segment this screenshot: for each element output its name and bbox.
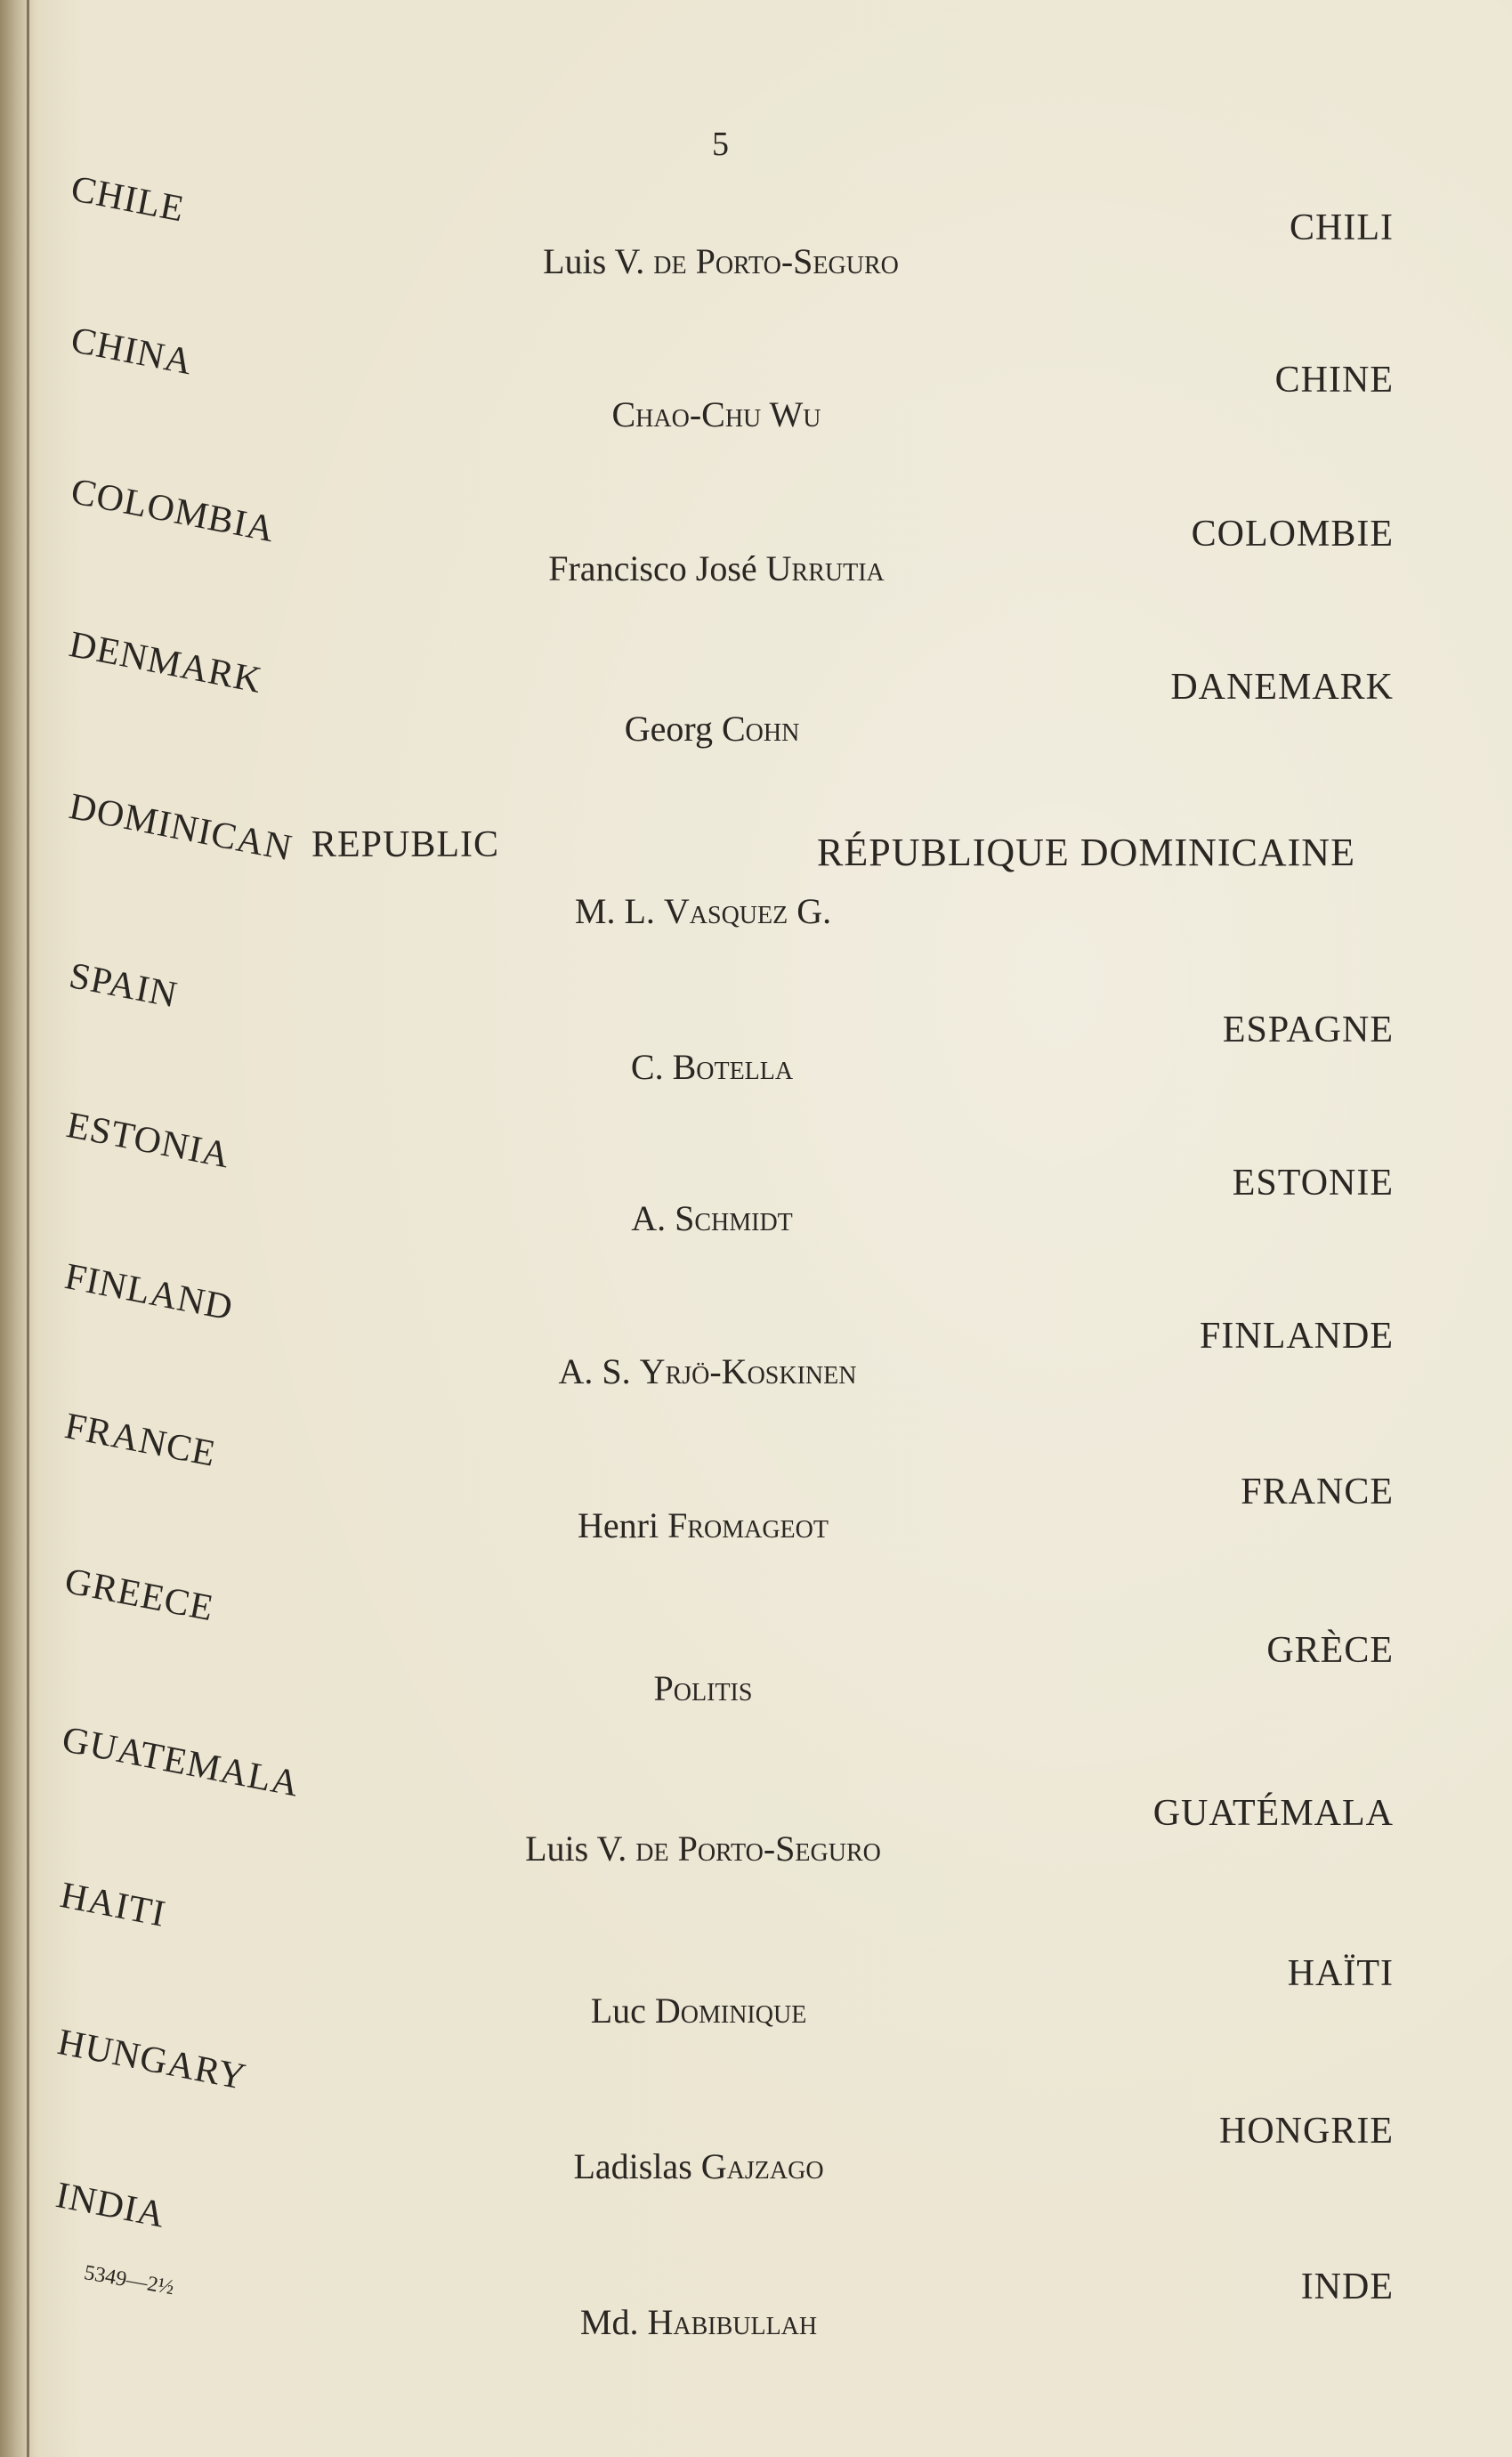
country-french-haiti: HAÏTI	[1287, 1953, 1394, 1994]
country-french-grece: GRÈCE	[1266, 1630, 1394, 1671]
country-french-danemark: DANEMARK	[1170, 667, 1394, 708]
delegate-finland: A. S. Yrjö-Koskinen	[558, 1351, 857, 1391]
country-french-colombie: COLOMBIE	[1191, 514, 1394, 555]
delegate-china: Chao-Chu Wu	[611, 394, 821, 434]
delegate-estonia: A. Schmidt	[631, 1198, 793, 1238]
country-french-hongrie: HONGRIE	[1219, 2111, 1394, 2152]
country-english-hungary: HUNGARY	[54, 2021, 250, 2099]
country-english-haiti: HAITI	[57, 1874, 169, 1935]
country-english-finland: FINLAND	[61, 1255, 237, 1329]
printer-footnote: 5349—2½	[82, 2261, 176, 2300]
delegate-hungary: Ladislas Gajzago	[573, 2146, 824, 2186]
country-english-chile: CHILE	[68, 167, 189, 231]
delegate-france: Henri Fromageot	[578, 1505, 829, 1545]
delegate-chile: Luis V. de Porto-Seguro	[543, 241, 899, 281]
country-english-guatemala: GUATEMALA	[59, 1718, 303, 1805]
delegate-spain: C. Botella	[630, 1047, 794, 1087]
country-english-estonia: ESTONIA	[63, 1104, 234, 1177]
page-number: 5	[712, 126, 729, 163]
country-english-france: FRANCE	[61, 1405, 220, 1475]
country-english-dominican: DOMINICAN	[66, 785, 296, 870]
country-french-finlande: FINLANDE	[1200, 1316, 1394, 1357]
country-english-denmark: DENMARK	[66, 623, 266, 701]
country-french-chili: CHILI	[1290, 207, 1394, 248]
delegate-guatemala: Luis V. de Porto-Seguro	[525, 1829, 881, 1869]
book-spine-shadow	[0, 0, 36, 2457]
delegate-greece: Politis	[653, 1668, 753, 1708]
country-english-india: INDIA	[53, 2174, 169, 2236]
book-gutter-line	[27, 0, 29, 2457]
country-french-france: FRANCE	[1241, 1472, 1394, 1512]
country-french-inde: INDE	[1300, 2266, 1394, 2307]
country-french-republique-dominicaine: RÉPUBLIQUE DOMINICAINE	[817, 831, 1355, 874]
delegate-india: Md. Habibullah	[579, 2302, 818, 2342]
country-french-estonie: ESTONIE	[1232, 1163, 1394, 1204]
country-english-republic: REPUBLIC	[311, 824, 500, 865]
country-french-guatemala: GUATÉMALA	[1152, 1793, 1394, 1834]
country-english-china: CHINA	[68, 319, 197, 384]
country-english-greece: GREECE	[61, 1560, 218, 1630]
country-french-chine: CHINE	[1274, 360, 1394, 401]
country-french-espagne: ESPAGNE	[1222, 1010, 1394, 1050]
delegate-denmark: Georg Cohn	[624, 709, 800, 749]
country-english-colombia: COLOMBIA	[68, 470, 279, 551]
delegate-dominican-republic: M. L. Vasquez G.	[574, 891, 832, 931]
delegate-haiti: Luc Dominique	[590, 1991, 807, 2031]
delegate-colombia: Francisco José Urrutia	[548, 548, 885, 588]
country-english-spain: SPAIN	[66, 954, 182, 1017]
